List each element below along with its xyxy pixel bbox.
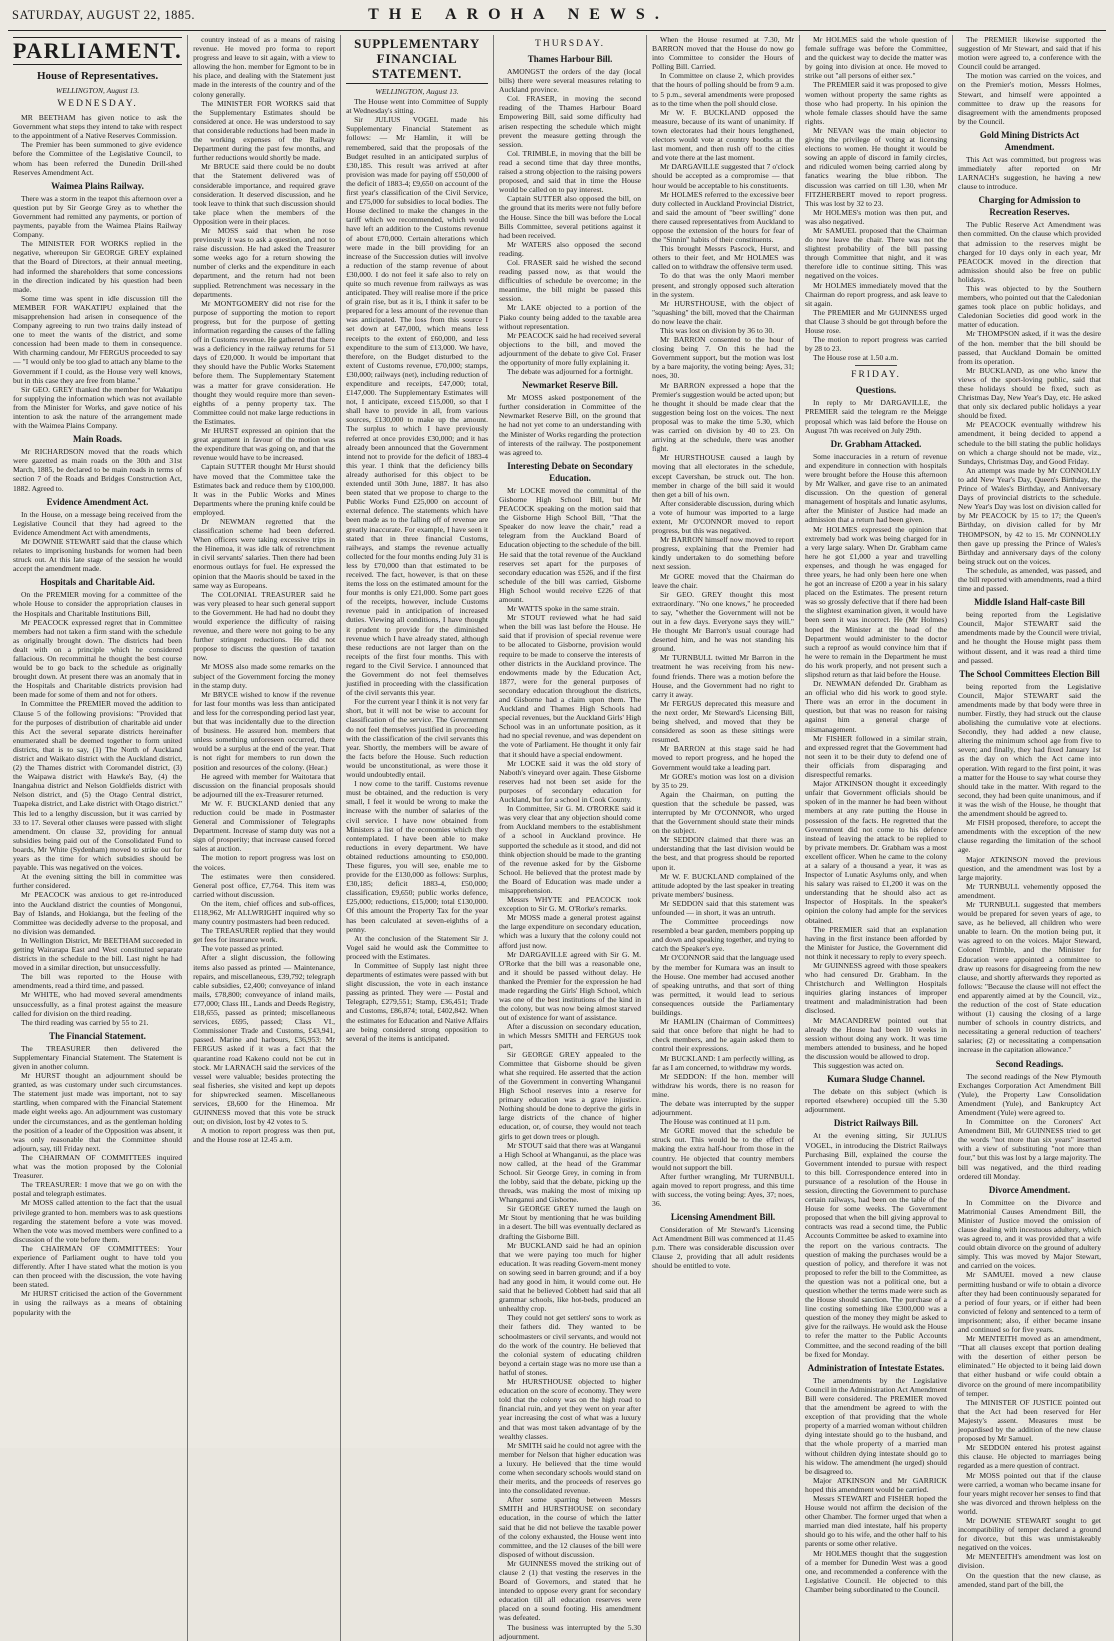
paragraph: Mr MONTGOMERY did not rise for the purpose of supporting the motion to report progress, but for the purpose of getting information regarding the causes of the falling off in Customs revenue. He gathered that there was a deficiency in the railway returns for 51 days of £20,000. It would be important that they should have the Public Works Statement before them. The Supplementary Statement was a matter for grave consideration. He thought they would require more than seven-eighths of a penny property tax. The Committee could not make large reductions in the Estimates. — [193, 298, 336, 426]
paragraph: Sir JULIUS VOGEL made his Supplementary Financial Statement as follows: — Mr Hamlin, it will be remembered, said that the proposals of the Budget resulted in an anticipated surplus of £30,185. This result was arrived at after provision was made for paying off £50,000 of the deficit of 1883-4; £9,650 on account of the first year's classification of the Civil Service, and £75,000 for subsidies to local bodies. The House declined to make the changes in the tariff which we recommended, which would have left an addition to the Customs revenue of about £70,000. Certain alterations which were made in the bill providing for an increase of the Succession duties will involve a reduction of the stamp revenue of about £30,000. I do not feel it safe also to rely on quite so much revenue from railways as was anticipated. They will realise more if the price of grain rise, but as it is, I think it safer to be prepared for a less amount of the revenue than was anticipated. The loss from this source I set down at £47,000, which means less receipts to the extent of £60,000, and less expenditure to the sum of £13,000. We have, therefore, on the Budget disturbed to the extent of Customs revenue, £70,000; stamps, £30,000; railways (net), including reduction of expenditure and receipts, £47,000; total, £147,000. The Supplementary Estimates will not, I anticipate, exceed £15,000, so that I shall have to provide in all, from various sources, £130,000 to make up the amount. The surplus to which I have previously referred at once provides £30,000; and it has already been announced that the Government intend not to provide for the deficit of 1883-4 this year. I think that the deficiency bills already authorised for this object to be extended until 30th June, 1887. It has also been stated that we propose to charge to the Public Works Fund £25,000 on account of external defence. The statements which have been made as to the falling off of revenue are greatly inaccurate. For example, I have seen it stated that in three financial Customs, railways, and stamps the revenue actually collected for the four months ending July 31 is less by £70,000 than that estimated to be received. The fact, however, is that on these items the loss on the estimated amount for the four months is only £21,000. Some part goes of the receipts, however, include Customs revenue paid in anticipation of increased duties. Viewing all conditions, I have thought it prudent to provide for the diminished revenue which I have already stated, although these reductions are not larger than on the receipts of the first four months. This with regard to the Civil Service. I announced that the Government do not feel themselves justified in proceeding with the classification of the civil servants this year. — [346, 115, 489, 698]
paragraph: Mr GORE's motion was lost on a division by 35 to 29. — [652, 771, 795, 790]
paragraph: Mr SAMUEL moved a new clause permitting husband or wife to obtain a divorce after they had been continuously separated for a period of four years, or if either had been convicted of felony and sentenced to a term of imprisonment; also, if either became insane and continued so for five years. — [958, 1270, 1101, 1334]
paragraph: The House was continued at 11 p.m. — [660, 1117, 771, 1127]
paragraph: Consideration of Mr Steward's Licensing Act Amendment Bill was commenced at 11.45 p.m. There was considerable discussion over Clause 2, providing that all adult residents should be entitled to vote. — [652, 1225, 795, 1271]
parliament-heading: PARLIAMENT. — [13, 38, 183, 63]
paragraph: Mr BARRON expressed a hope that the Premier's suggestion would be acted upon; but he thought it should be made clear that the suggestion being lost on the voices. The next proposal was to make the time 5.30, which was carried on division by 40 to 23. On arriving at the schedule, there was another fight. — [652, 380, 795, 454]
paragraph: The MINISTER FOR WORKS said that the Supplementary Estimates should be considered at once. He was understood to say that considerable reductions had been made in the working expenses of the Railway Department during the past few months, and further reductions would shortly be made. — [193, 98, 336, 163]
paragraph: Mr GORE moved that the schedule be struck out. This would be to the effect of making the extra half-hour from those in the country. He objected that country members would not support the bill. — [652, 1126, 795, 1172]
paragraph: Mr FERGUS deprecated this measure and the next order, Mr Steward's Licensing Bill, being shelved, and moved that they be considered as soon as these sittings were resumed. — [652, 698, 795, 745]
paragraph: At the evening sitting, Sir JULIUS VOGEL, in introducing the District Railways Purchasing Bill, explained the course the Government intended to pursue with respect to this bill. Correspondence entered into in pursuance of a resolution of the House in session, directing the Government to purchase certain railways, had been on the table of the House for some weeks. The Government proposed that when the bill giving approval to contracts was read a second time, the Public Accounts Committee be asked to examine into the report on the various contracts. The question of making the purchases would be a question of policy, and therefore it was not proposed to refer the bill to the Committee, as the question was not a political one, but a question whether the terms made were such as the House should sanction. The purchase of a line costing something like £300,000 was a question of the money they might be asked to give for the railways. He would ask the House to refer the matter to the Public Accounts Committee, and the second reading of the bill be fixed for Monday. — [805, 1131, 947, 1359]
dateline: WELLINGTON, August 13. — [375, 87, 459, 96]
subheading: Newmarket Reserve Bill. — [522, 380, 618, 391]
paragraph: Mr THOMPSON asked, if it was the desire of the hon. member that the bill should be passed, that Auckland Domain be omitted from its operation. — [958, 329, 1101, 366]
paragraph: The House rose at 1.50 a.m. — [813, 353, 899, 363]
paragraph: being reported from the Legislative Council, Major STEWART said the amendments made by the Council were trivial, and he thought the House might pass them without dissent, and it was read a third time and passed. — [958, 610, 1101, 665]
paragraph: The MINISTER OF JUSTICE pointed out that the Act had been reserved for Her Majesty's assent. Measures must be jeopardised by the addition of the new clause proposed by Mr Samuel. — [958, 1397, 1101, 1444]
paragraph: Mr MENTEITH's amendment was lost on division. — [958, 1552, 1101, 1571]
paragraph: Captain SUTTER thought Mr Hurst should have moved that the Committee take the Estimates back and reduce them by £100,000. It was in the Public Works and Mines Departments where the pruning knife could be employed. — [193, 462, 336, 517]
paragraph: Dr. NEWMAN defended Dr. Grabham as an official who did his work to good style. There was an error in the document in question, but that was no reason for raising against him a general charge of mismanagement. — [805, 679, 947, 734]
paragraph: Mr MOSS asked postponement of the further consideration in Committee of the Newmarket Reserve Bill, on the ground that he had not yet come to an understanding with the Minister of Works regarding the protection of interests of the railway. The postponement was agreed to. — [499, 393, 642, 457]
subheading: Second Readings. — [995, 1058, 1064, 1069]
subheading: Kumara Sludge Channel. — [827, 1074, 925, 1085]
paragraph: Mr WATTS spoke in the same strain. — [507, 604, 620, 614]
paragraph: Mr DOWNIE STEWART sought to get incompatibility of temper declared a ground for divorce, but this was unmistakeably negatived on the voices. — [958, 1515, 1101, 1553]
paragraph: Mr HOLMES said the whole question of female suffrage was before the Committee, and the quickest way to decide the matter was by going into division at once. He moved to strike out "all persons of either sex." — [805, 35, 947, 81]
paragraph: Messrs WHYTE and PEACOCK took exception to Sir G. M. O'Rorke's remarks. — [499, 895, 642, 914]
subheading: Dr. Grabham Attacked. — [830, 438, 922, 449]
subheading: Divorce Amendment. — [988, 1184, 1071, 1195]
paragraph: After further wrangling, Mr TURNBULL again moved to report progress, and this time with success, the voting being: Ayes, 37; noes, 36. — [652, 1171, 795, 1208]
paragraph: The COLONIAL TREASURER said he was very pleased to hear such general support to the Government. He had had no doubt they would experience the difficulty of raising revenue, and there were not going to be any further stringent reductions. He did not propose to discuss the question of taxation now. — [193, 589, 336, 663]
paragraph: This brought Messrs Pascock, Hurst, and others to their feet, and Mr HOLMES was called on to withdraw the offensive term used. — [652, 244, 795, 272]
paragraph: Mr MOSS called attention to the fact that the usual privilege granted to hon. members was to ask questions regarding the statement before a vote was moved. When the vote was moved members were confined to a discussion of the vote before them. — [13, 1198, 183, 1244]
paragraph: The CHAIRMAN OF COMMITTEES inquired what was the motion proposed by the Colonial Treasurer. — [13, 1152, 183, 1181]
paragraph: The PREMIER likewise supported the suggestion of Mr Stewart, and said that if his motion were agreed to, a conference with the Council could be arranged. — [958, 35, 1101, 72]
paragraph: Mr W. F. BUCKLAND complained of the attitude adopted by the last speaker in treating private members' business. — [652, 871, 795, 899]
column-1 — [8, 35, 188, 1641]
paragraph: He agreed with member for Waitotara that discussion on the financial proposals should be adjourned till the ex-Treasurer returned. — [193, 771, 336, 799]
column-4 — [494, 35, 647, 1641]
paragraph: Mr BRUCE said there could be no doubt that the Statement delivered was of considerable importance, and required grave consideration. It deserved discussion, and he took leave to think that such discussion should take place when the members of the Opposition were in their places. — [193, 162, 336, 226]
paragraph: Again the Chairman, on putting the question that the schedule be passed, was interrupted by Mr O'CONNOR, who urged that the Government should state their minds on the subject. — [652, 789, 795, 836]
paragraph: The schedule, as amended, was passed, and the bill reported with amendments, read a third time and passed. — [958, 565, 1101, 594]
day-heading: FRIDAY. — [851, 370, 901, 381]
paragraph: Col. FRASER, in moving the second reading of the Thames Harbour Board Empowering Bill, said some difficulty had arisen respecting the schedule which might prevent the measure getting through the session. — [499, 94, 642, 149]
paragraph: This suggestion was acted on. — [813, 1061, 904, 1071]
paragraph: On the question that the new clause, as amended, stand part of the bill, the — [958, 1570, 1101, 1589]
subheading: Administration of Intestate Estates. — [807, 1362, 945, 1373]
paragraph: The TREASURER replied that they would get fees for insurance work. — [193, 926, 336, 945]
paragraph: Mr MENTEITH moved as an amendment, "That all clauses except that portion dealing with the desertion of either person be eliminated." He objected to it being laid down that either husband or wife could obtain a divorce on the ground of mere incompatibility of temper. — [958, 1334, 1101, 1398]
paragraph: In Wellington District, Mr BEETHAM succeeded in getting Wairarapa East and West constituted separate districts in the schedule to the bill. Last night he had moved in a similar direction, but unsuccessfully. — [13, 935, 183, 973]
paragraph: Mr SEDDON claimed that there was an understanding that the last division would be the best, and that progress should be reported upon it. — [652, 835, 795, 872]
subheading: Main Roads. — [73, 434, 123, 445]
paragraph: This Act was committed, but progress was immediately after reported on Mr LARNACH's suggestion, he having a new clause to introduce. — [958, 154, 1101, 192]
paragraph: Mr MACANDREW pointed out that already the House had been 10 weeks in session without doing any work. It was time members attended to business, and he hoped the discussion would be allowed to drop. — [805, 1015, 947, 1061]
paragraph: At the evening sitting the bill in committee was further considered. — [13, 872, 183, 891]
paragraph: Dr NEWMAN regretted that the classification scheme had been deferred. When officers were taking excessive trips in the Hinemoa, it was idle talk of retrenchment in civil servants' salaries. Then there had been enormous outlays for fuel. He expressed the opinion that the Maoris should be taxed in the same way as Europeans. — [193, 516, 336, 590]
paragraph: Mr NEVAN was the main objector to giving the privilege of voting at licensing elections to women. He thought it would be sowing an apple of discord in family circles, and ridiculed women being carried along by fanatics wearing the blue ribbon. The discussion was carried on till 1.30, when Mr FITZHERBERT moved to report progress. This was lost by 32 to 23. — [805, 125, 947, 208]
paragraph: Col. FRASER said he wished the second reading passed now, as that would the difficulties of schedule be overcome; in the meantime, the bill might be passed this session. — [499, 257, 642, 304]
subheading: Charging for Admission to Recreation Reserves. — [978, 195, 1081, 218]
paragraph: Sir GEO. GREY thanked the member for Wakatipu for supplying the information which was not available from the Minister for Works, and gave notice of his intention to ask the nature of the arrangement made with the Waimea Plains Company. — [13, 384, 183, 431]
paragraph: Mr BRYCE wished to know if the revenue for last four months was less than anticipated and less for the corresponding period last year, but that was incidentally due to the direction of business. He assured hon. members that unless something unforeseen occurred, there would be a surplus at the end of the year. That is not right for members to run down the position and resources of the colony. (Hear.) — [193, 689, 336, 772]
paragraph: The Premier has been summoned to give evidence before the Committee of the Legislative Council, to whom has been referred the Dunedin Drill-shed Reserves Amendment Act. — [13, 140, 183, 177]
paragraph: Mr SEDDON said that this statement was unfounded — in short, it was an untruth. — [652, 898, 795, 917]
paragraph: The amendments by the Legislative Council in the Administration Act Amendment Bill were considered. The PREMIER moved that the amendment be agreed to with the exception of that providing that the whole property of a married woman without children dying intestate should go to the husband, and that the whole property of a married man without children dying intestate should go to his widow. The amendment (he urged) should be disagreed to. — [805, 1375, 947, 1476]
subheading: The School Committees Election Bill — [959, 668, 1100, 679]
column-5 — [647, 35, 800, 1641]
paragraph: The motion to report progress was carried by 28 to 23. — [805, 335, 947, 354]
paragraph: Sir GEORGE GREY appealed to the Committee that Gisborne should be given what she required. He asserted that the action of the Government in converting Whanganui High School reserves into a reserve for primary education was a grave injustice. Nothing should be done to deprive the girls in large districts of the chance of higher education, or, of course, they would not teach girls to get down trees or plough. — [499, 1049, 642, 1141]
paragraph: Mr WATERS also opposed the second reading. — [499, 239, 642, 258]
subheading: Interesting Debate on Secondary Education. — [507, 460, 633, 483]
day-heading: THURSDAY. — [535, 39, 606, 49]
paragraph: A motion to report progress was then put, and the House rose at 12.45 a.m. — [193, 1126, 336, 1145]
paragraph: When the House resumed at 7.30, Mr BARRON moved that the House do now go into Committee to consider the Hours of Polling Bill. Carried. — [652, 35, 795, 72]
paragraph: Mr W. F. BUCKLAND opposed the measure, because of its want of unanimity. If town electorates had their hours lengthened, electors would vote at country booths at the last moment, and then rush off to the cities and vote there at the last moment. — [652, 107, 795, 163]
paragraph: Mr HURSTHOUSE, with the object of "squashing" the bill, moved that the Chairman do now leave the chair. — [652, 298, 795, 326]
paragraph: In Committee of Supply last night three departments of estimates were passed with but slight discussion, the vote in each instance passing as printed. They were — Postal and Telegraph, £279,551; Stamp, £36,451; Trade and Customs, £86,874; total, £402,842. When the estimates for Education and Native Affairs are being considered strong opposition to several of the items is anticipated. — [346, 961, 489, 1043]
paragraph: In Committee on clause 2, which provides that the hours of polling should be from 9 a.m. to 5 p.m., several amendments were proposed as to the time when the poll should close. — [652, 71, 795, 108]
subheading: Licensing Amendment Bill. — [670, 1212, 776, 1223]
paragraph: Mr SMITH said he could not agree with the member for Nelson that higher education was a luxury. He believed that the time would come when secondary schools would stand on their merits, and the proceeds of reserves go into the consolidated revenue. — [499, 1440, 642, 1496]
paragraph: Mr LOCKE said it was the old story of Naboth's vineyard over again. These Gisborne reserves had not been set aside for the purposes of secondary education for Auckland, but for a school in Cook County. — [499, 758, 642, 805]
paragraph: Mr HOLMES immediately moved that the Chairman do report progress, and ask leave to sit again. — [805, 280, 947, 308]
column-7 — [953, 35, 1106, 1641]
column-6 — [800, 35, 953, 1641]
paragraph: Mr GUINNESS agreed with those speakers who had censured Dr. Grabham. In the Christchurch and Wellington Hospitals inquiries glaring instances of improper treatment and maladministration had been disclosed. — [805, 961, 947, 1016]
paragraph: Mr BUCKLAND said he had an opinion that we were paying too much for higher education. It was reading Govern-ment money on sowing seed in barren ground; and if a boy had any good in him, it would come out. He said that he believed Cobbett had said that all grammar schools, like hot-beds, produced an unhealthy crop. — [499, 1240, 642, 1314]
paragraph: Mr HOLMES referred to the excessive beer duty collected in Auckland Provincial District, and said the amount of "beer swilling" done there caused representatives from Auckland to oppose the extension of the hours for fear of the "Sinnin" habits of their constituents. — [652, 189, 795, 245]
paragraph: There was a storm in the teapot this afternoon over a question put by Sir George Grey as to whether the Government had remitted any payments, or portion of payments, payable from the Waimea Plains Railway Company. — [13, 193, 183, 240]
paragraph: Mr DARGAVILLE agreed with Sir G. M. O'Rorke that the bill was a reasonable one, and it should be passed without delay. He thanked the Premier for the expression he had made regarding the Girls' High School, which was one of the best institutions of the kind in the colony, but was now being almost starved out of existence for want of assistance. — [499, 949, 642, 1023]
column-2 — [188, 35, 341, 1641]
paragraph: Mr W. F. BUCKLAND denied that any reduction could be made in Postmaster General and Commissioner of Telegraphs Department. Increase of stamp duty was not a sign of prosperity; that increase caused forced sales at auction. — [193, 798, 336, 854]
paragraph: Mr HURST thought an adjournment should be granted, as was customary under such circumstances. The statement just made was important, not to say startling, when compared with the Financial Statement made eight weeks ago. An adjournment was customary under the circumstances, and as the gentleman holding the position of a leader of the Opposition was absent, it was only reasonable that the Committee should adjourn, say, till Friday next. — [13, 1071, 183, 1153]
paragraph: After some sparring between Messrs SMITH and HURSTHOUSE on secondary education, in the course of which the latter said that he did not believe the taxable power of the colony exhausted, the House went into committee, and the 12 clauses of the bill were disposed of without discussion. — [499, 1495, 642, 1559]
paragraph: Mr HOLMES thought that the suggestion of a member for Dunedin West was a good one, and recommended a conference with the Legislative Council. He objected to this Chamber being subordinated to the Council. — [805, 1548, 947, 1594]
paragraph: Captain SUTTER also opposed the bill, on the ground that its merits were not fully before the House. Since the bill was before the Local Bills Committee, several petitions against it had been received. — [499, 194, 642, 240]
paragraph: Mr LAKE objected to a portion of the Piako county being added to the taxable area without representation. — [499, 303, 642, 331]
paragraph: In Committee on the Divorce and Matrimonial Causes Amendment Bill, the Minister of Justice moved the omission of clause dealing with incestuous adultery, which was agreed to, and it was provided that a wife could obtain divorce on the ground of adultery simply. This was moved by Major Stewart, and carried on the voices. — [958, 1197, 1101, 1271]
paragraph: Mr HURSTHOUSE objected to higher education on the score of economy. They were told that the colony was on the high road to financial ruin, and yet they went on year after year increasing the cost of what was a luxury and that was most taken advantage of by the wealthy classes. — [499, 1377, 642, 1441]
paragraph: On the item, chief offices and sub-offices, £118,962, Mr ALLWRIGHT inquired why so many country postmasters had been reduced. — [193, 898, 336, 927]
paragraph: Mr STOUT reviewed what he had said when the bill was last before the House. He said that if provision of special revenue were to be allocated to Gisborne, provision would require to be made to conserve the interests of other districts in the Auckland province. The endowments made by the Education Act, 1877, were for the general purposes of secondary education throughout the districts, and Gisborne had a claim upon them. The Auckland and Thames High Schools had special revenues, but the Auckland Girls' High School was in an unfortunate position, as it had no special revenue, and was dependent on the vote of Parliament. He thought it only fair that it should have a special endowment. — [499, 613, 642, 759]
subheading: Questions. — [855, 385, 897, 396]
paragraph: Mr PEACOCK said he had received several objections to the bill, and moved the adjournment of the debate to give Col. Fraser the opportunity of more fully explaining it. — [499, 330, 642, 367]
subheading: Hospitals and Charitable Aid. — [40, 577, 155, 588]
paragraph: This was objected to by the Southern members, who pointed out that the Caledonian games took place on public holidays, and Caledonian Societies did good work in the matter of education. — [958, 283, 1101, 330]
paragraph: The CHAIRMAN OF COMMITTEES: Your experience of Parliament ought to have told you differently. After I have stated what the motion is you can then proceed with the discussion, the vote having been stated. — [13, 1243, 183, 1290]
paragraph: Sir GEORGE GREY turned the laugh on Mr Stout by mentioning that he was building in a desert. The bill was eventually declared as drafting the Gisborne Bill. — [499, 1204, 642, 1241]
paragraph: On the PREMIER moving for a committee of the whole House to consider the appropriation clauses in the Hospitals and Charitable Institutions Bill, — [13, 590, 183, 618]
paragraph: Mr GORE moved that the Chairman do leave the chair. — [652, 571, 795, 590]
masthead — [8, 6, 1106, 31]
paragraph: The PREMIER said it was proposed to give women without property the same rights as those who had property. In his opinion the whole female classes should have the same rights. — [805, 80, 947, 126]
paragraph: Mr SAMUEL proposed that the Chairman do now leave the chair. There was not the slightest probability of the bill passing through Committee that night, and it was therefore idle to continue sitting. This was negatived on the voices. — [805, 225, 947, 281]
house-heading: House of Representatives. — [36, 70, 159, 82]
paragraph: Mr PEACOCK expressed regret that in Committee members had not taken a firm stand with the schedule as originally brought down. The districts had been dealt with on a principle which he considered fallacious. On recommittal he thought the best course would be to go back to the schedule as originally brought down. At present there was an anomaly that in the Hospitals and Charitable districts provision had been made for some of them and not for others. — [13, 617, 183, 700]
paragraph: Mr STOUT said that there was at Wanganui a High School at Whanganui, as the place was now called, at the head of the Grammar School. Sir George Grey, in coming in from the lobby, said that the debate, picking up the threads, was making the most of mixing up Whanganui and Gisborne. — [499, 1140, 642, 1205]
paragraph: Mr FISHER followed in a similar strain, and expressed regret that the Government had not seen it to be their duty to defend one of their officials from disparaging and disrespectful remarks. — [805, 733, 947, 780]
paragraph: The Public Reserve Act Amendment was then committed. On the clause which provided that admission to the reserves might be charged for 10 days only in each year, Mr PEACOCK moved in the direction that admission should also be free on public holidays. — [958, 220, 1101, 284]
newspaper-title: THE AROHA NEWS. — [368, 6, 669, 23]
paragraph: Some inaccuracies in a return of revenue and expenditure in connection with hospitals were brought before the House this afternoon by Mr Walker, and gave rise to an animated discussion. On the question of general management of hospitals and lunatic asylums, after the Minister of Justice had made an admission that a return had been given. — [805, 451, 947, 525]
paragraph: The debate on this subject (which is reported elsewhere) occupied till the 5.30 adjournment. — [805, 1087, 947, 1115]
paragraph: The PREMIER and Mr GUINNESS urged that Clause 3 should be got through before the House rose. — [805, 307, 947, 335]
paragraph: Mr HOLMES expressed the opinion that extremely bad work was being charged for in a very large salary. When Dr. Grabham came here he got £1,000 a year and travelling expenses, and though he was engaged for three years, he had only been here one when he got an increase of £200 a year in his salary placed on the Estimates. The present return was so grossly defective that if there had been the slightest examination given, it would have been seen it was incorrect. He (Mr Holmes) hoped the Minister at the head of the Department would administer to the doctor such a reproof as would convince him that if he were to remain in the Department he must do his work properly, and not present such a slipshod return as that laid before the House. — [805, 524, 947, 679]
paragraph: Major ATKINSON and Mr GARRICK hoped this amendment would be carried. — [805, 1475, 947, 1494]
issue-date: SATURDAY, AUGUST 22, 1885. — [12, 8, 195, 22]
paragraph: The estimates were then considered. General post office, £7,764. This item was carried without discussion. — [193, 871, 336, 899]
paragraph: Mr RICHARDSON moved that the roads which were gazetted as main roads on the 30th and 31st March, 1885, be declared to be main roads in terms of section 7 of the Roads and Bridges Construction Act, 1882. Agreed to. — [13, 447, 183, 493]
paragraph: Mr DARGAVILLE suggested that 7 o'clock should be accepted as a compromise — that hour would be acceptable to his constituents. — [652, 162, 795, 190]
paragraph: Mr MOSS also made some remarks on the subject of the Government forcing the money in the stamp duty. — [193, 662, 336, 690]
paragraph: At the conclusion of the Statement Sir J. Vogel said he would ask the Committee to proceed with the Estimates. — [346, 933, 489, 961]
paragraph: In Committee on the Coroners' Act Amendment Bill, Mr GUINNESS tried to get the words "not more than six years" inserted with a view of substituting "not more than four," but this was lost by a large majority. The bill was negatived, and the third reading ordered till Monday. — [958, 1117, 1101, 1181]
paragraph: Sir GEO. GREY thought this most extraordinary. "No one knows," he proceeded to say, "whether the Government will not be out in a few days. Everyone says they will." He thought Mr Barron's usual courage had deserted him, and he was not standing his ground. — [652, 589, 795, 654]
paragraph: In the House, on a message being received from the Legislative Council that they had agreed to the Evidence Amendment Act with amendments, — [13, 509, 183, 537]
paragraph: In reply to Mr DARGAVILLE, the PREMIER said the telegram re the Meigge proposal which was laid before the House on August 7th was received on July 29th. — [805, 398, 947, 435]
paragraph: Mr HOLMES's motion was then put, and was also negatived. — [805, 207, 947, 226]
paragraph: The PREMIER said that an explanation having in the first instance been afforded by the Minister for Justice, the Government did not think it necessary to reply to every speech. — [805, 924, 947, 961]
article-columns — [8, 35, 1106, 1641]
column-3 — [341, 35, 494, 1641]
paragraph: MR BEETHAM has given notice to ask the Government what steps they intend to take with respect to the appointment of a Native Reserves Commission. — [13, 113, 183, 141]
paragraph: The debate was adjourned for a fortnight. — [507, 367, 633, 377]
paragraph: Mr HURST criticised the action of the Government in using the railways as a means of obtaining popularity with the — [13, 1289, 183, 1317]
divider — [855, 365, 898, 366]
paragraph: The TREASURER then delivered the Supplementary Financial Statement. The Statement is given in another column. — [13, 1043, 183, 1071]
paragraph: Mr O'CONNOR said that the language used by the member for Kumara was an insult to the House. One member had accused another of speaking untruths, and that sort of thing was permitted, it would lead to serious consequences outside the Parliamentary buildings. — [652, 953, 795, 1018]
paragraph: The TREASURER: I move that we go on with the postal and telegraph estimates. — [13, 1180, 183, 1199]
subheading: District Railways Bill. — [833, 1118, 919, 1129]
paragraph: Mr BUCKLAND, as one who knew the views of the sport-loving public, said that these holidays should be fixed, such as Christmas Day, New Year's Day, etc. He asked that only six declared public holidays a year should be fixed. — [958, 365, 1101, 421]
paragraph: They could not get settlers' sons to work as their fathers did. They wanted to be schoolmasters or civil servants, and would not do the work of the country. He believed that the colonial system of educating children beyond a certain stage was no more use than a hatful of stones. — [499, 1313, 642, 1377]
paragraph: The bill was reported to the House with amendments, read a third time, and passed. — [13, 972, 183, 991]
paragraph: Some time was spent in idle discussion till the MEMBER FOR WAKATIPU explained that the misapprehension had arisen in consequence of the Company agreeing to run two trains daily instead of one to meet the wants of the district, and some concession had been made to them in consequence. With charming candour, Mr FERGUS proceeded to say — "I would only be too glad to attach any blame to the Government if I could, as the House very well knows, but in this case they are free from blame." — [13, 293, 183, 385]
paragraph: Mr MOSS made a general protest against the large expenditure on secondary education, which was a luxury that the colony could not afford just now. — [499, 913, 642, 950]
paragraph: Mr PEACOCK was anxious to get re-introduced into the Auckland district the counties of Mongonui, Bay of Islands, and Hokianga, but the feeling of the Committee was decidedly adverse to the proposal, and no division was demanded. — [13, 890, 183, 936]
paragraph: For the current year I think it is not very far short, but it will not be wise to account for classification of the service. The Government do not feel themselves justified in proceeding with the classification of the civil servants this year. Shortly, the members will be aware of the facts before the House. Such reduction would be unconstitutional, as were those it would undoubtedly entail. — [346, 697, 489, 780]
paragraph: Mr WHITE, who had moved several amendments unsuccessfully, as a final protest against the measure called for division on the third reading. — [13, 990, 183, 1018]
supplementary-statement-heading: SUPPLEMENTARY FINANCIAL STATEMENT. — [346, 36, 488, 84]
paragraph: Mr MOSS said that when he rose previously it was to ask a question, and not to raise discussion. He had asked the Treasurer some weeks ago for a return showing the number of clerks and the expenditure in each department, and the return had not been supplied. Retrenchment was necessary in the departments. — [193, 225, 336, 299]
paragraph: Mr BARRON himself now moved to report progress, explaining that the Premier had kindly undertaken to do something before next session. — [652, 535, 795, 572]
paragraph: The second readings of the New Plymouth Exchanges Corporation Act Amendment Bill (Yule), the Property Law Consolidation Amendment (Yule), and Bankruptcy Act Amendment (Yule) were agreed to. — [958, 1071, 1101, 1117]
paragraph: The motion was carried on the voices, and on the Premier's motion, Messrs Holmes, Stewart, and himself were appointed a committee to draw up the reasons for disagreement with the amendments proposed by the Council. — [958, 71, 1101, 126]
paragraph: After a discussion on secondary education, in which Messrs SMITH and FERGUS took part, — [499, 1022, 642, 1050]
paragraph: being reported from the Legislative Council, Major STEWART said the amendments made by that body were three in number. Firstly, they had struck out the clause abolishing the cumulative vote at elections. Secondly, they had added a new clause, altering the minimum school age from five to seven; and finally, they had fixed January 1st as the day on which the Act came into operation. With regard to the first point, it was a matter for the House to say what course they should take in the matter. With regard to the second, they had been quite unanimous, and if it was the wish of the House, he thought that the amendment should be agreed to. — [958, 681, 1101, 819]
paragraph: Mr BARRON at this stage said he had moved to report progress, and he hoped the Government would take a leading part. — [652, 744, 795, 772]
paragraph: Mr TURNBULL suggested that members would be prepared for seven years of age, to save, as he believed, all children who were unable to learn. On the motion being put, it was agreed to on the voices. Major Steward, Colonel Trimble, and the Minister for Education were appointed a committee to draw up reasons for disagreeing from the new clause, and shortly afterwards they reported as follows: "Because the clause will not effect the end apparently aimed at by the Council, viz., the reduction of the cost of State education without (1) causing the closing of a large number of schools in country districts, and necessitating a general reduction of teachers' salaries; (2) or necessitating a compensation increase in the capitation allowance." — [958, 899, 1101, 1055]
day-heading: WEDNESDAY. — [57, 99, 138, 110]
paragraph: Col. TRIMBLE, in moving that the bill be read a second time that day three months, raised a strong objection to the raising powers proposed, and said that in time the House would be called on to pay interest. — [499, 148, 642, 195]
paragraph: Mr SEDDON: If the hon. member will withdraw his words, there is no reason for mine. — [652, 1071, 795, 1099]
paragraph: After a slight discussion, the following items also passed as printed — Maintenance, repairs, and miscellaneous, £39,792; telegraph cable subsidies, £2,400; conveyance of inland mails, £78,800; conveyance of inland mails, £77,000; Class III., Lands and Deeds Registry, £18,655, passed as printed; miscellaneous services, £695, passed; Class VI., Commissioner Trade and Customs, £43,941, passed. Marine and harbours, £36,953: Mr FERGUS asked if it was a fact that the quarantine road Kakeno could not be cut in stock. Mr LARNACH said the services of the vessel were valuable; besides protecting the seal fisheries, she visited and kept up depots for shipwrecked seamen. Miscellaneous services, £8,600 for the Hinemoa. Mr GUINNESS moved that this vote be struck out; on division, lost by 42 votes to 5. — [193, 953, 336, 1127]
subheading: Waimea Plains Railway. — [51, 180, 144, 191]
subheading: Thames Harbour Bill. — [527, 54, 613, 64]
paragraph: Messrs STEWART and FISHER hoped the House would not affirm the decision of the other Chamber. The former urged that when a married man died intestate, half his property should go to his wife, and the other half to his parents or some other relative. — [805, 1493, 947, 1549]
paragraph: After considerable discussion, during which a vote of humour was imported to a large extent, Mr O'CONNOR moved to report progress, but this was negatived. — [652, 498, 795, 536]
paragraph: Mr LOCKE moved the committal of the Gisborne High School Bill, but Mr PEACOCK speaking on the motion said that the Gisborne High School Bill, "That the Speaker do now leave the chair," read a telegram from the Auckland Board of Education objecting to the schedule of the bill. He said that the total revenue of the Auckland reserves set apart for the purposes of secondary education was £526, and if the first schedule of the bill was carried, Gisborne High School would receive £226 of that amount. — [499, 485, 642, 604]
paragraph: The motion to report progress was lost on the voices. — [193, 853, 336, 872]
subheading: Gold Mining Districts Act Amendment. — [979, 129, 1080, 152]
paragraph: Mr TURNBULL twitted Mr Barron in the treatment he was receiving from his new-found friends. There was a motion before the House, and the Government had no right to carry it away. — [652, 653, 795, 699]
paragraph: The third reading was carried by 55 to 21. — [21, 1017, 149, 1027]
paragraph: Mr FISH proposed, therefore, to accept the amendments with the exception of the new clause regarding the limitation of the school age. — [958, 818, 1101, 855]
paragraph: An attempt was made by Mr CONNOLLY to add New Year's Day, Queen's Birthday, the Prince of Wales's Birthday, and Anniversary Days of provincial districts to the schedule. New Year's Day was lost on division called for by Mr PEACOCK by 15 to 17; the Queen's Birthday, on division called for by Mr THOMPSON, by 42 to 15. Mr CONNOLLY then gave up pressing the Prince of Wales's Birthday and anniversary days of the colony being struck out on the voices. — [958, 465, 1101, 566]
paragraph: The Committee proceedings now resembled a bear garden, members popping up and down and speaking together, and trying to catch the Speaker's eye. — [652, 917, 795, 954]
paragraph: This was lost on division by 36 to 30. — [660, 326, 775, 335]
paragraph: Mr PEACOCK eventually withdrew his amendment, it being decided to append a schedule to the bill stating the public holidays on which a charge should not be made, viz., Sundays, Christmas Day, and Good Friday. — [958, 420, 1101, 466]
paragraph: Mr GUINNESS moved the striking out of clause 2 (1) that vesting the reserves in the Board of Governors, and stated that he intended to oppose every grant for secondary education till all education reserves were placed on a sound footing. His amendment was defeated. — [499, 1558, 642, 1623]
paragraph: The House went into Committee of Supply at Wednesday's sitting. — [346, 97, 489, 116]
paragraph: To do that was the only Maori member present, and strongly opposed such alteration in the system. — [652, 271, 795, 299]
paragraph: AMONGST the orders of the day (local bills) there were several measures relating to Auckland province. — [499, 67, 642, 95]
subheading: Middle Island Half-caste Bill — [974, 597, 1085, 608]
paragraph: Mr SEDDON entered his protest against this clause. He objected to marriages being regarded as a mere question of contract. — [958, 1443, 1101, 1471]
paragraph: In Committee, Sir G. M. O'RORKE said it was very clear that any objection should come from Auckland members to the establishment of a school in Auckland province. He supported the schedule as it stood, and did not think objection should be made to the granting of the revenue asked for by the Gisborne School. He believed that the protest made by the Board of Education was made under a misapprehension. — [499, 804, 642, 895]
subheading: Evidence Amendment Act. — [46, 496, 149, 507]
paragraph: The business was interrupted by the 5.30 adjournment. — [499, 1622, 642, 1641]
paragraph: Major ATKINSON thought it exceedingly unfair that Government officials should be spoken of in the manner he had been without members at any rate putting the House in possession of the facts. He regretted that the Government did not come to his defence instead of leaving the attack to be replied to by private members. Dr. Grabham was a most excellent officer. When he came to the colony at a salary of a thousand a year, it was as Inspector of Lunatic Asylums only, and when his salary was raised to £1,200 it was on the understanding that he should also act as Inspector of Hospitals. In the speaker's opinion the colony had ample for the services obtained. — [805, 779, 947, 925]
paragraph: Major ATKINSON moved the previous question, and the amendment was lost by a large majority. — [958, 854, 1101, 882]
paragraph: Mr MOSS pointed out that if the clause were carried, a woman who became insane for four years might recover her senses to find that she was divorced and thrown helpless on the world. — [958, 1470, 1101, 1516]
paragraph: The debate was interrupted by the supper adjournment. — [652, 1098, 795, 1118]
paragraph: Mr BUCKLAND: I am perfectly willing, as far as I am concerned, to withdraw my words. — [652, 1053, 795, 1072]
paragraph: I now come to the tariff. Customs revenue must be obtained, and the reduction is very small, I feel it would be wrong to make the increase with the number of salaries of the civil service. I have now obtained from Ministers a list of the economies which they contemplated. I have been able to make reductions in every department. We have obtained reductions amounting to £50,000. These figures, you will see, enable me to provide for the £130,000 as follows: Surplus, £30,185; deficit 1883-4, £50,000; classification, £9,650; public works defence, £25,000; reductions, £15,000; total £130,000. Of this amount the Property Tax for the year has been calculated at seven-eighths of a penny. — [346, 779, 489, 934]
paragraph: Mr BARRON consented to the hour of closing being 7. On this he had the Government support, but the motion was lost by a bare majority, the voting being: Ayes, 31; noes, 30. — [652, 335, 795, 381]
paragraph: The vote passed as printed. — [201, 944, 284, 954]
paragraph: In Committee the PREMIER moved the addition to Clause 5 of the following provisions: "Provided that for the purposes of distribution of charitable aid under this Act the several separate districts hereinafter enumerated shall be deemed together to form united districts, that is to say, (1) The North of Auckland district and Waikato district with the Auckland district, (2) the Thames district with Coromandel district, (3) the Waipawa district with Hawke's Bay, (4) the Inangahua district and Nelson Goldfields district with Nelson district, and (5) the Otago Central district, Tuapeka district, and Lake district with Otago district." This led to a lengthy discussion, but it was carried by 33 to 17. Several other clauses were passed with slight amendment. On clause 32, providing for annual subsidies being paid out of the Consolidated Fund to boards, Mr White (Sydenham) moved to strike out for years as the time for which subsidies should be payable. This was negatived on the voices. — [13, 699, 183, 873]
paragraph: The MINISTER FOR WORKS replied in the negative, whereupon Sir GEORGE GREY explained that the Board of Directors, at their annual meeting, had informed the shareholders that some concessions in the direction indicated by his question had been made. — [13, 239, 183, 294]
paragraph: country instead of as a means of raising revenue. He moved pro forma to report progress and leave to sit again, with a view to allowing the hon. member for Egmont to be in his place, and dealing with the Statement just made in the interests of the country and of the colony generally. — [193, 35, 336, 99]
paragraph: Mr TURNBULL vehemently opposed the amendment. — [958, 881, 1101, 900]
paragraph: Mr HURSTHOUSE caused a laugh by moving that all electorates in the schedule, except Cavershan, be struck out. The hon. member in charge of the bill said it would then get a bill of his own. — [652, 453, 795, 499]
paragraph: Mr HURST expressed an opinion that the great argument in favour of the motion was the expenditure that was going on, and that the revenue would have to be increased. — [193, 426, 336, 463]
paragraph: Mr HAMLIN (Chairman of Committees) said that once before that night he had to check members, and he again asked them to control their expressions. — [652, 1017, 795, 1054]
dateline: WELLINGTON, August 13. — [55, 86, 140, 95]
paragraph: Mr DOWNIE STEWART said that the clause which relates to imprisoning husbands for women had been struck out. At this late stage of the session he would accept the amendment made. — [13, 536, 183, 574]
subheading: The Financial Statement. — [49, 1030, 146, 1041]
